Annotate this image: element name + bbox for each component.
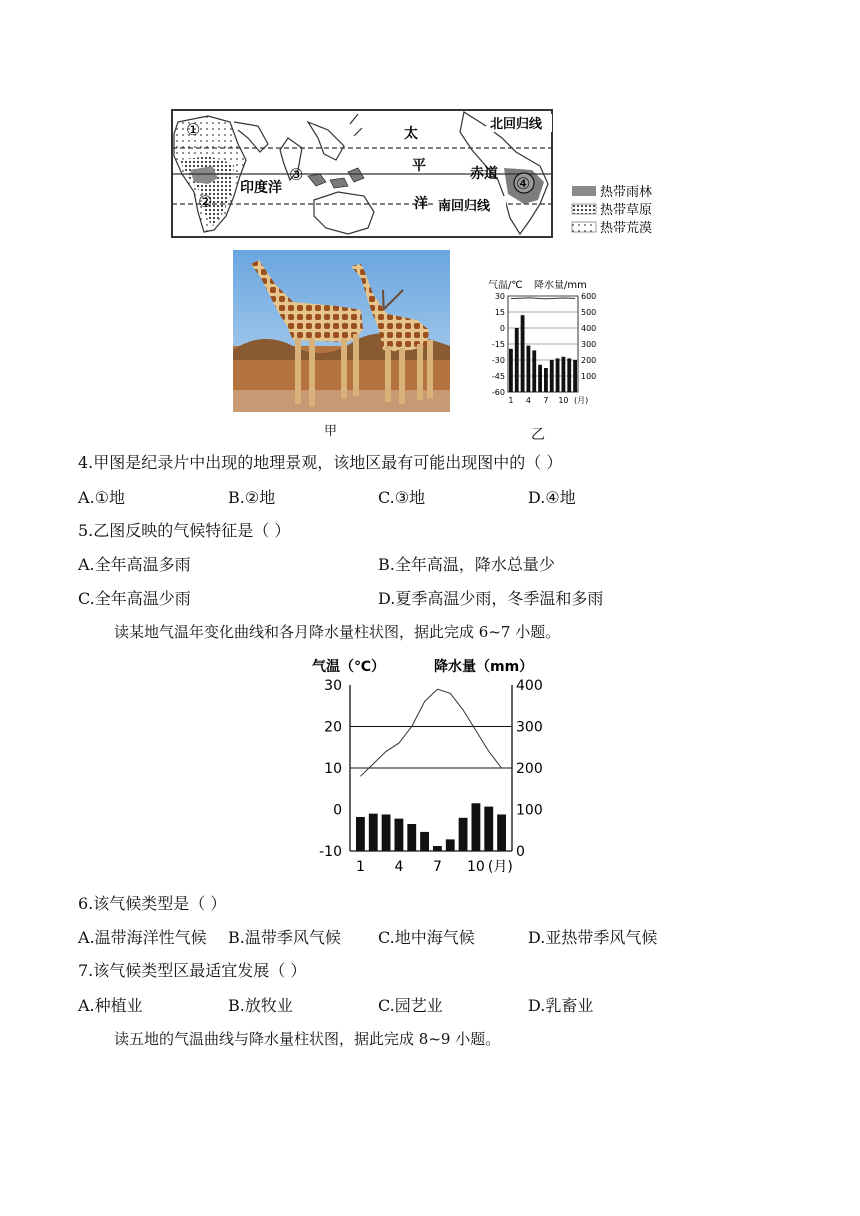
- q5-option-c[interactable]: C.全年高温少雨: [78, 589, 191, 608]
- yi-left-tick: -15: [491, 340, 505, 349]
- chart-yi-caption: 乙: [531, 427, 545, 443]
- map-label-tropic-north: 北回归线: [490, 117, 543, 132]
- yi-left-tick: -30: [491, 356, 505, 365]
- main-precip-bar: [446, 839, 455, 851]
- main-precip-bar: [395, 819, 404, 851]
- q5-option-b[interactable]: B.全年高温，降水总量少: [378, 555, 555, 574]
- yi-right-tick: 500: [581, 308, 597, 317]
- q6-option-c[interactable]: C.地中海气候: [378, 928, 475, 947]
- q4-option-b[interactable]: B.②地: [228, 488, 276, 507]
- main-precip-bar: [472, 803, 481, 851]
- yi-precip-bar: [515, 328, 519, 392]
- main-right-tick: 200: [516, 761, 543, 777]
- main-x-tick: 4: [394, 859, 404, 875]
- yi-x-tick: 10: [558, 396, 569, 405]
- main-x-tick: 10: [467, 859, 485, 875]
- q7-option-b[interactable]: B.放牧业: [228, 996, 293, 1015]
- main-x-unit: (月): [487, 859, 513, 875]
- q4-option-a[interactable]: A.①地: [78, 488, 125, 507]
- yi-left-tick: 30: [494, 292, 505, 301]
- q5-option-d[interactable]: D.夏季高温少雨，冬季温和多雨: [378, 589, 604, 608]
- svg-text:②: ②: [198, 192, 213, 211]
- yi-right-tick: 200: [581, 356, 597, 365]
- point-3-marker: [289, 165, 303, 184]
- main-left-tick: 10: [324, 761, 342, 777]
- yi-precip-bar: [567, 358, 571, 392]
- main-temperature-line: [360, 689, 501, 776]
- yi-precip-bar: [556, 358, 560, 392]
- main-right-tick: 300: [516, 719, 543, 736]
- main-precip-bar: [382, 814, 391, 851]
- main-ylabel-left: 气温（℃）: [312, 659, 385, 675]
- question-6-stem: 6.该气候类型是（ ）: [78, 894, 227, 913]
- map-label-tropic-south: 南回归线: [438, 199, 491, 214]
- q6-option-d[interactable]: D.亚热带季风气候: [528, 928, 658, 947]
- q6-option-b[interactable]: B.温带季风气候: [228, 928, 341, 947]
- yi-left-tick: 0: [499, 324, 505, 333]
- map-label-indian-ocean: 印度洋: [240, 180, 282, 196]
- main-precip-bar: [407, 824, 416, 851]
- q7-option-c[interactable]: C.园艺业: [378, 996, 443, 1015]
- svg-text:热带荒漠: 热带荒漠: [600, 221, 653, 236]
- giraffe-photo: [233, 250, 450, 412]
- question-5-stem: 5.乙图反映的气候特征是（ ）: [78, 521, 291, 540]
- q6-option-a[interactable]: A.温带海洋性气候: [78, 928, 207, 947]
- point-1-marker: [186, 120, 200, 139]
- main-right-tick: 0: [516, 844, 525, 860]
- yi-precip-bar: [573, 360, 577, 392]
- intro-8-9: 读五地的气温曲线与降水量柱状图，据此完成 8~9 小题。: [114, 1030, 501, 1048]
- main-ylabel-right: 降水量（mm）: [434, 659, 534, 675]
- yi-x-tick: 1: [508, 396, 514, 405]
- q4-option-d[interactable]: D.④地: [528, 488, 576, 507]
- question-4-stem: 4.甲图是纪录片中出现的地理景观，该地区最有可能出现图中的（ ）: [78, 453, 563, 472]
- question-7-stem: 7.该气候类型区最适宜发展（ ）: [78, 961, 307, 980]
- main-precip-bar: [420, 832, 429, 851]
- main-left-tick: 30: [324, 678, 342, 694]
- svg-text:④: ④: [516, 174, 531, 193]
- svg-text:热带雨林: 热带雨林: [600, 185, 653, 200]
- climate-chart-main: [312, 655, 552, 883]
- climate-chart-yi: [484, 280, 604, 408]
- yi-precip-bar: [544, 368, 548, 392]
- yi-precip-bar: [527, 346, 531, 392]
- main-precip-bar: [369, 814, 378, 851]
- yi-precip-bar: [562, 357, 566, 392]
- svg-text:①: ①: [186, 120, 201, 139]
- main-x-tick: 1: [355, 859, 365, 875]
- main-precip-bar: [484, 807, 493, 851]
- main-right-tick: 400: [516, 678, 543, 694]
- yi-right-tick: 300: [581, 340, 597, 349]
- main-left-tick: 20: [324, 719, 342, 736]
- yi-temperature-line: [511, 298, 575, 299]
- main-precip-bar: [356, 817, 365, 851]
- yi-ylabel-right: 降水量/mm: [534, 280, 587, 291]
- yi-x-tick: 7: [543, 396, 549, 405]
- q5-option-a[interactable]: A.全年高温多雨: [78, 555, 191, 574]
- yi-right-tick: 400: [581, 324, 597, 333]
- map-legend: [572, 184, 652, 236]
- yi-precip-bar: [532, 350, 536, 392]
- main-x-tick: 7: [432, 859, 442, 875]
- main-right-tick: 100: [516, 802, 543, 819]
- yi-precip-bar: [538, 365, 542, 392]
- map-label-tai: 太: [404, 126, 418, 142]
- point-4-marker: [514, 173, 534, 193]
- yi-left-tick: 15: [494, 308, 505, 317]
- q7-option-a[interactable]: A.种植业: [78, 996, 143, 1015]
- q7-option-d[interactable]: D.乳畜业: [528, 996, 594, 1015]
- yi-right-tick: 100: [581, 372, 597, 381]
- yi-x-tick: 4: [525, 396, 531, 405]
- main-left-tick: 0: [333, 802, 342, 819]
- map-label-ping: 平: [412, 158, 426, 174]
- yi-right-tick: 600: [581, 292, 597, 301]
- main-precip-bar: [433, 846, 442, 851]
- yi-x-unit: (月): [574, 396, 589, 405]
- yi-ylabel-left: 气温/℃: [488, 280, 523, 291]
- point-2-marker: [198, 192, 212, 211]
- intro-6-7: 读某地气温年变化曲线和各月降水量柱状图，据此完成 6~7 小题。: [114, 623, 561, 641]
- yi-precip-bar: [521, 315, 525, 392]
- main-left-tick: -10: [319, 844, 342, 860]
- main-precip-bar: [497, 814, 506, 851]
- q4-option-c[interactable]: C.③地: [378, 488, 426, 507]
- svg-text:③: ③: [289, 165, 304, 184]
- main-precip-bar: [459, 818, 468, 851]
- yi-precip-bar: [509, 349, 513, 392]
- world-climate-map: [168, 108, 694, 240]
- yi-left-tick: -45: [491, 372, 505, 381]
- yi-precip-bar: [550, 360, 554, 392]
- photo-caption: 甲: [324, 424, 338, 439]
- svg-text:热带草原: 热带草原: [600, 203, 653, 218]
- map-label-yang: 洋: [414, 196, 428, 212]
- yi-left-tick: -60: [491, 388, 505, 397]
- map-label-equator: 赤道: [470, 166, 498, 182]
